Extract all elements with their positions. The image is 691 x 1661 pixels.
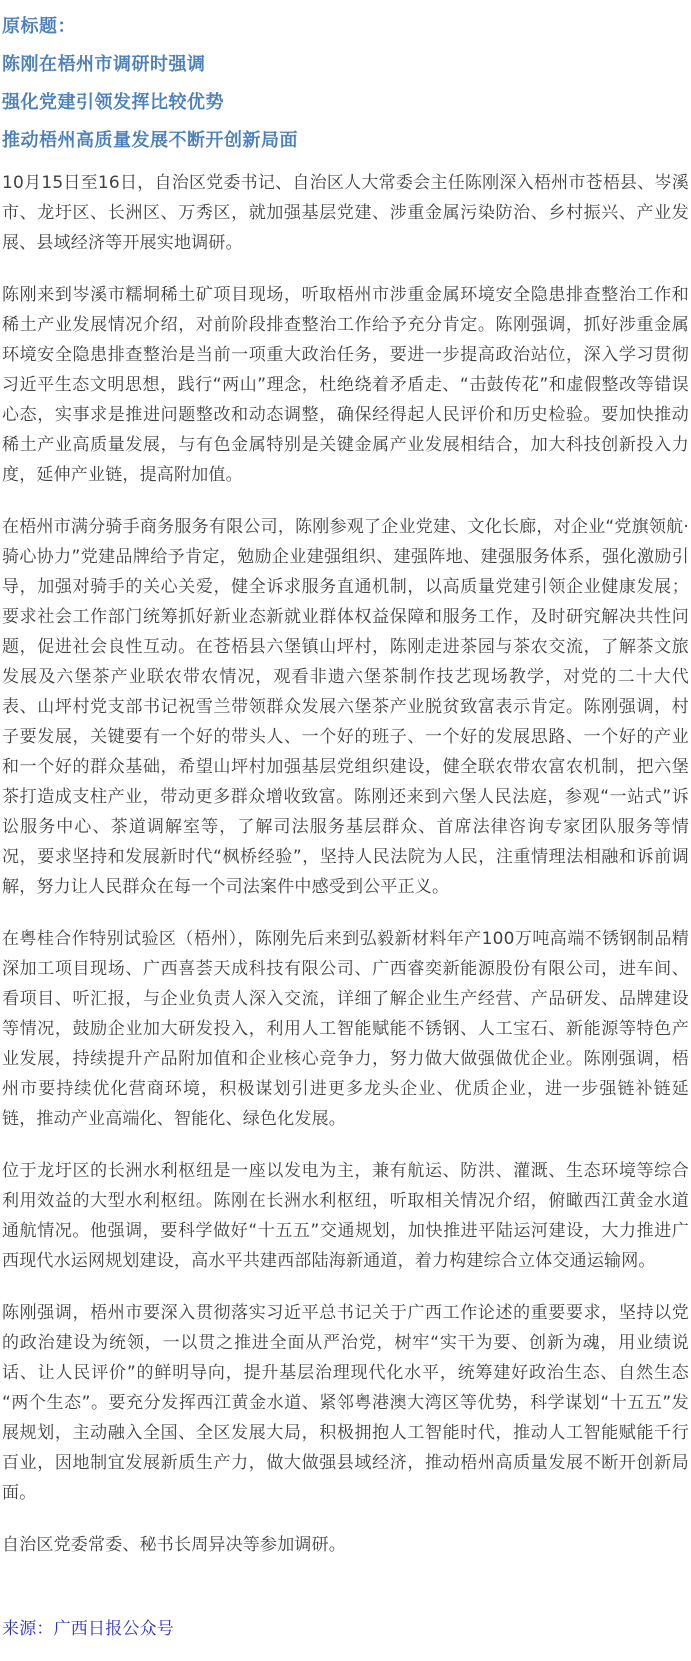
paragraph-party-building: 在梧州市满分骑手商务服务有限公司，陈刚参观了企业党建、文化长廊，对企业“党旗领航·骑心协力”党建品牌给予肯定，勉励企业建强组织、建强阵地、建强服务体系，强化激励引导，加强对骑手的关心关爱，健全诉求服务直通机制，以高质量党建引领企业健康发展；要求社会工作部门统筹抓好新业态新就业群体权益保障和服务工作，及时研究解决共性问题，促进社会良性互动。在苍梧县六堡镇山坪村，陈刚走进茶园与茶农交流，了解茶文旅发展及六堡茶产业联农带农情况，观看非遗六堡茶制作技艺现场教学，对党的二十大代表、山坪村党支部书记祝雪兰带领群众发展六堡茶产业脱贫致富表示肯定。陈刚强调，村子要发展，关键要有一个好的带头人、一个好的班子、一个好的发展思路、一个好的产业和一个好的群众基础，希望山坪村加强基层党组织建设，健全联农带农富农机制，把六堡茶打造成支柱产业，带动更多群众增收致富。陈刚还来到六堡人民法庭，参观“一站式”诉讼服务中心、茶道调解室等，了解司法服务基层群众、首席法律咨询专家团队服务等情况，要求坚持和发展新时代“枫桥经验”，坚持人民法院为人民，注重情理法相融和诉前调解，努力让人民群众在每一个司法案件中感受到公平正义。 (2, 517, 689, 897)
paragraph-rare-earth: 陈刚来到岑溪市糯垌稀土矿项目现场，听取梧州市涉重金属环境安全隐患排查整治工作和稀土产业发展情况介绍，对前阶段排查整治工作给予充分肯定。陈刚强调，抓好涉重金属环境安全隐患排查整治是当前一项重大政治任务，要进一步提高政治站位，深入学习贯彻习近平生态文明思想，践行“两山”理念，杜绝绕着矛盾走、“击鼓传花”和虚假整改等错误心态，实事求是推进问题整改和动态调整，确保经得起人民评价和历史检验。要加快推动稀土产业高质量发展，与有色金属特别是关键金属产业发展相结合，加大科技创新投入力度，延伸产业链，提高附加值。 (2, 285, 689, 485)
paragraph-attendees: 自治区党委常委、秘书长周异决等参加调研。 (2, 1535, 346, 1555)
paragraph-water-hub: 位于龙圩区的长洲水利枢纽是一座以发电为主，兼有航运、防洪、灌溉、生态环境等综合利用效益的大型水利枢纽。陈刚在长洲水利枢纽，听取相关情况介绍，俯瞰西江黄金水道通航情况。他强调，要科学做好“十五五”交通规划，加快推进平陆运河建设，大力推进广西现代水运网规划建设，高水平共建西部陆海新通道，着力构建综合立体交通运输网。 (2, 1161, 689, 1271)
paragraph-conclusion: 陈刚强调，梧州市要深入贯彻落实习近平总书记关于广西工作论述的重要要求，坚持以党的政治建设为统领，一以贯之推进全面从严治党，树牢“实干为要、创新为魂，用业绩说话、让人民评价”的鲜明导向，提升基层治理现代化水平，统筹建好政治生态、自然生态“两个生态”。要充分发挥西江黄金水道、紧邻粤港澳大湾区等优势，科学谋划“十五五”发展规划，主动融入全国、全区发展大局，积极拥抱人工智能时代，推动人工智能赋能千行百业，因地制宜发展新质生产力，做大做强县域经济，推动梧州高质量发展不断开创新局面。 (2, 1303, 689, 1503)
article-headline (2, 8, 689, 160)
headline-line-1: 陈刚在梧州市调研时强调 (2, 54, 206, 75)
headline-line-2: 强化党建引领发挥比较优势 (2, 92, 224, 113)
paragraph-industry-zone: 在粤桂合作特别试验区（梧州），陈刚先后来到弘毅新材料年产100万吨高端不锈钢制品精深加工项目现场、广西喜荟天成科技有限公司、广西睿奕新能源股份有限公司，进车间、看项目、听汇报，与企业负责人深入交流，详细了解企业生产经营、产品研发、品牌建设等情况，鼓励企业加大研发投入，利用人工智能赋能不锈钢、人工宝石、新能源等特色产业发展，持续提升产品附加值和企业核心竞争力，努力做大做强做优企业。陈刚强调，梧州市要持续优化营商环境，积极谋划引进更多龙头企业、优质企业，进一步强链补链延链，推动产业高端化、智能化、绿色化发展。 (2, 929, 689, 1129)
article-body (2, 168, 689, 1560)
paragraph-intro: 10月15日至16日，自治区党委书记、自治区人大常委会主任陈刚深入梧州市苍梧县、岑溪市、龙圩区、长洲区、万秀区，就加强基层党建、涉重金属污染防治、乡村振兴、产业发展、县域经济等开展实地调研。 (2, 173, 689, 253)
source-line (2, 1616, 689, 1642)
original-title-label: 原标题： (2, 16, 76, 37)
source-link[interactable]: 来源：广西日报公众号 (2, 1619, 174, 1639)
headline-line-3: 推动梧州高质量发展不断开创新局面 (2, 130, 298, 151)
